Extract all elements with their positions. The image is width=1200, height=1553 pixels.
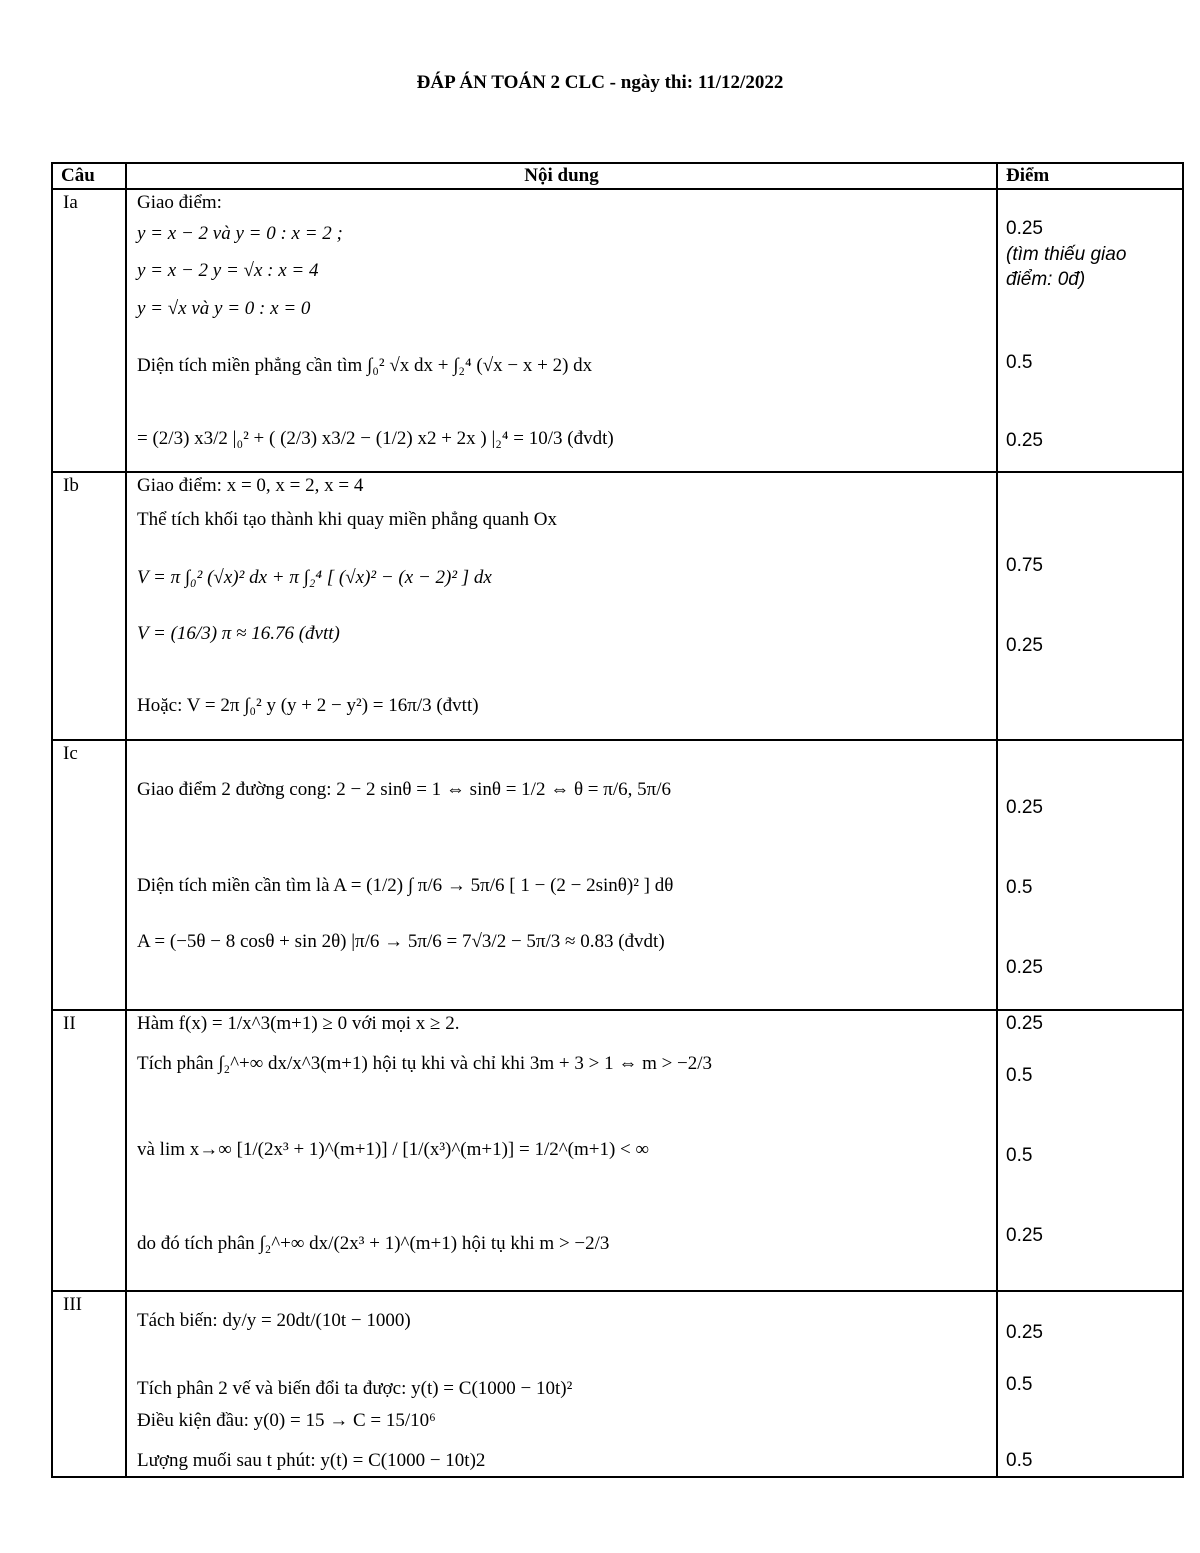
page-title: ĐÁP ÁN TOÁN 2 CLC - ngày thi: 11/12/2022 [416,72,784,93]
content-line: Tích phân ∫₂^+∞ dx/x^3(m+1) hội tụ khi và chỉ khi 3m + 3 > 1 ⇔ m > −2/3 [137,1053,713,1074]
table-row [52,472,1183,740]
score-value: 0.5 [1006,1450,1033,1471]
score-value: 0.5 [1006,1145,1033,1166]
score-cell [997,472,1183,740]
score-note: (tìm thiếu giao điểm: 0đ) [1006,244,1127,290]
content-cell [126,1291,997,1477]
content-cell [126,1010,997,1291]
score-value: 0.5 [1006,1374,1033,1395]
score-cell [997,1010,1183,1291]
content-line: y = x − 2 y = √x : x = 4 [137,260,319,281]
score-value: 0.25 [1006,797,1043,818]
content-line: Thể tích khối tạo thành khi quay miền phẳng quanh Ox [137,509,558,530]
score-value: 0.5 [1006,1065,1033,1086]
answer-table [51,162,1184,1478]
content-line: do đó tích phân ∫₂^+∞ dx/(2x³ + 1)^(m+1) hội tụ khi m > −2/3 [137,1233,610,1254]
header-content: Nội dung [126,163,997,189]
content-line: Giao điểm: x = 0, x = 2, x = 4 [137,475,364,496]
score-value: 0.25 [1006,635,1043,656]
content-line: Tích phân 2 vế và biến đổi ta được: y(t) = C(1000 − 10t)² [137,1378,573,1399]
score-value: 0.25 [1006,218,1043,239]
content-cell [126,740,997,1010]
question-id: Ib [52,472,126,740]
score-value: 0.5 [1006,877,1033,898]
score-cell [997,1291,1183,1477]
content-line: Hoặc: V = 2π ∫₀² y (y + 2 − y²) = 16π/3 (đvtt) [137,695,479,716]
table-row [52,189,1183,472]
score-value: 0.75 [1006,555,1043,576]
content-line: Hàm f(x) = 1/x^3(m+1) ≥ 0 với mọi x ≥ 2. [137,1013,460,1034]
content-line: V = (16/3) π ≈ 16.76 (đvtt) [137,623,340,644]
score-value: 0.25 [1006,957,1043,978]
content-line: Giao điểm 2 đường cong: 2 − 2 sinθ = 1 ⇔ sinθ = 1/2 ⇔ θ = π/6, 5π/6 [137,779,672,800]
content-line: y = x − 2 và y = 0 : x = 2 ; [137,223,343,244]
content-line: Tách biến: dy/y = 20dt/(10t − 1000) [137,1310,411,1331]
content-line: Giao điểm: [137,192,222,213]
header-row [52,163,1183,189]
score-value: 0.25 [1006,1322,1043,1343]
content-line: = (2/3) x3/2 |₀² + ( (2/3) x3/2 − (1/2) x2 + 2x ) |₂⁴ = 10/3 (đvdt) [137,428,614,449]
content-line: V = π ∫₀² (√x)² dx + π ∫₂⁴ [ (√x)² − (x − 2)² ] dx [137,567,492,588]
table-row [52,740,1183,1010]
score-value: 0.25 [1006,1013,1043,1034]
question-id: Ia [52,189,126,472]
question-id: Ic [52,740,126,1010]
score-value: 0.5 [1006,352,1033,373]
content-line: Diện tích miền phẳng cần tìm ∫₀² √x dx + ∫₂⁴ (√x − x + 2) dx [137,355,593,376]
content-line: Diện tích miền cần tìm là A = (1/2) ∫ π/6 → 5π/6 [ 1 − (2 − 2sinθ)² ] dθ [137,875,674,896]
content-line: Điều kiện đầu: y(0) = 15 → C = 15/10⁶ [137,1410,436,1431]
header-score: Điểm [997,163,1183,189]
content-cell [126,472,997,740]
score-value: 0.25 [1006,430,1043,451]
table-row [52,1010,1183,1291]
content-line: Lượng muối sau t phút: y(t) = C(1000 − 10t)2 [137,1450,486,1471]
content-line: A = (−5θ − 8 cosθ + sin 2θ) |π/6 → 5π/6 = 7√3/2 − 5π/3 ≈ 0.83 (đvdt) [137,931,665,952]
table-row [52,1291,1183,1477]
question-id: II [52,1010,126,1291]
question-id: III [52,1291,126,1477]
score-cell [997,189,1183,472]
score-value: 0.25 [1006,1225,1043,1246]
score-cell [997,740,1183,1010]
content-line: y = √x và y = 0 : x = 0 [137,298,311,319]
header-question: Câu [52,163,126,189]
content-line: và lim x→∞ [1/(2x³ + 1)^(m+1)] / [1/(x³)^(m+1)] = 1/2^(m+1) < ∞ [137,1139,650,1160]
content-cell [126,189,997,472]
